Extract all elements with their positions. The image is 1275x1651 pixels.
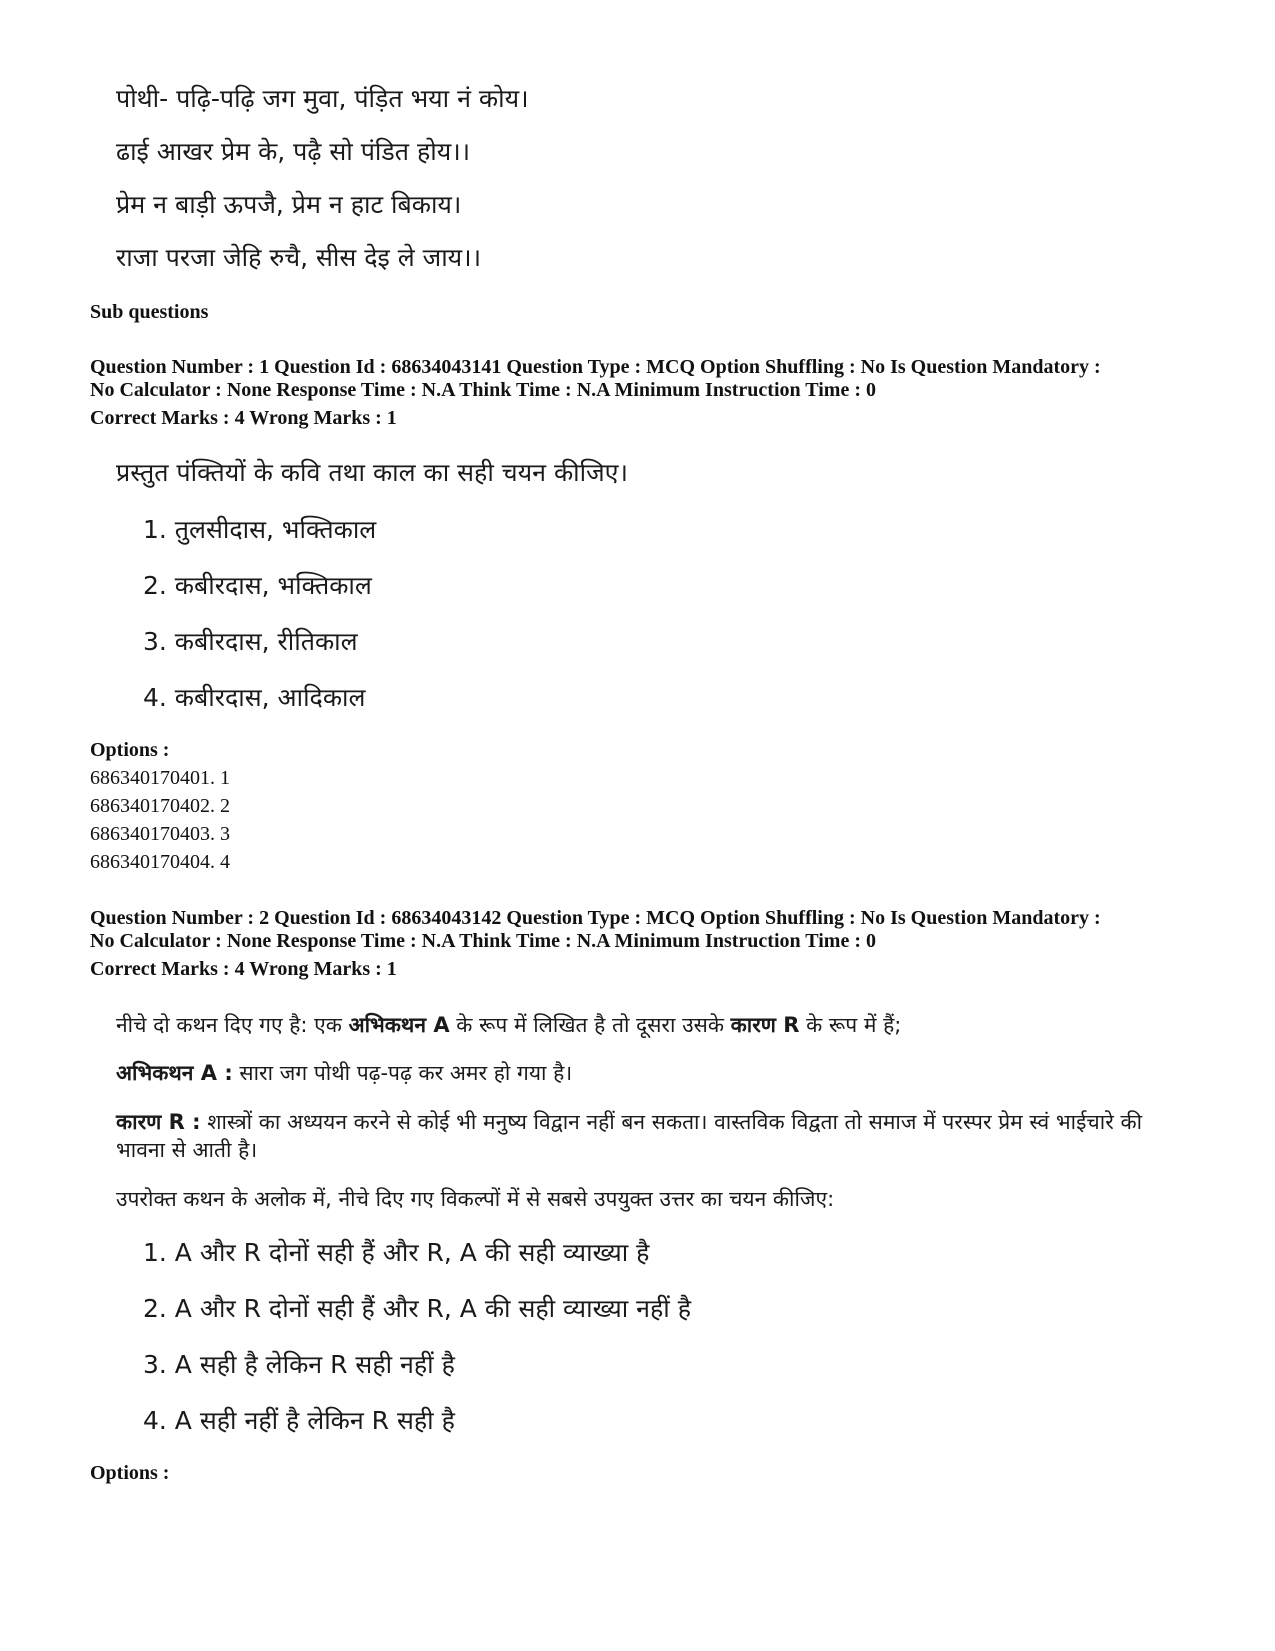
question-2-choice: 4. A सही नहीं है लेकिन R सही है: [143, 1406, 455, 1435]
intro-text: नीचे दो कथन दिए गए है: एक: [116, 1013, 349, 1037]
question-1-choice: 4. कबीरदास, आदिकाल: [143, 683, 366, 712]
poem-line: ढाई आखर प्रेम के, पढ़ै सो पंडित होय।।: [116, 137, 471, 166]
question-2-reason: [116, 1108, 1176, 1164]
question-1-meta-line-2: No Calculator : None Response Time : N.A Think Time : N.A Minimum Instruction Time : 0: [90, 379, 876, 401]
question-2-choice: 2. A और R दोनों सही हैं और R, A की सही व्याख्या नहीं है: [143, 1294, 691, 1323]
question-1-option: 686340170404. 4: [90, 851, 230, 873]
question-1-choice: 3. कबीरदास, रीतिकाल: [143, 627, 358, 656]
question-1-meta-line-1: Question Number : 1 Question Id : 68634043141 Question Type : MCQ Option Shuffling : No Is Question Mandatory :: [90, 356, 1101, 378]
assertion-text: सारा जग पोथी पढ़-पढ़ कर अमर हो गया है।: [232, 1061, 573, 1085]
question-1-option: 686340170402. 2: [90, 795, 230, 817]
question-1-prompt: प्रस्तुत पंक्तियों के कवि तथा काल का सही चयन कीजिए।: [116, 458, 628, 487]
assertion-term: अभिकथन A: [348, 1013, 450, 1037]
reason-label: कारण R :: [116, 1110, 201, 1134]
question-2-meta-line-1: Question Number : 2 Question Id : 68634043142 Question Type : MCQ Option Shuffling : No Is Question Mandatory :: [90, 907, 1101, 929]
question-2-marks: Correct Marks : 4 Wrong Marks : 1: [90, 958, 397, 980]
assertion-label: अभिकथन A :: [116, 1061, 233, 1085]
sub-questions-heading: Sub questions: [90, 301, 209, 323]
question-1-options-label: Options :: [90, 739, 170, 761]
question-1-choice: 1. तुलसीदास, भक्तिकाल: [143, 515, 377, 544]
intro-text: के रूप में लिखित है तो दूसरा उसके: [449, 1013, 731, 1037]
poem-line: पोथी- पढ़ि-पढ़ि जग मुवा, पंड़ित भया नं कोय।: [116, 84, 529, 113]
question-1-option: 686340170403. 3: [90, 823, 230, 845]
question-2-options-label: Options :: [90, 1462, 170, 1484]
question-2-assertion: [116, 1058, 572, 1088]
question-1-option: 686340170401. 1: [90, 767, 230, 789]
question-1-marks: Correct Marks : 4 Wrong Marks : 1: [90, 407, 397, 429]
reason-term: कारण R: [730, 1013, 800, 1037]
reason-text: शास्त्रों का अध्ययन करने से कोई भी मनुष्य विद्वान नहीं बन सकता। वास्तविक विद्वता तो समाज में परस्पर प्रेम स्वं भाईचारे की भावना से आती है।: [116, 1110, 1143, 1162]
question-2-intro: [116, 1010, 901, 1040]
question-2-choice: 3. A सही है लेकिन R सही नहीं है: [143, 1350, 455, 1379]
intro-text: के रूप में हैं;: [799, 1013, 902, 1037]
question-2-meta-line-2: No Calculator : None Response Time : N.A Think Time : N.A Minimum Instruction Time : 0: [90, 930, 876, 952]
poem-line: प्रेम न बाड़ी ऊपजै, प्रेम न हाट बिकाय।: [116, 190, 462, 219]
question-2-instruction: उपरोक्त कथन के अलोक में, नीचे दिए गए विकल्पों में से सबसे उपयुक्त उत्तर का चयन कीजिए:: [116, 1187, 835, 1211]
question-2-choice: 1. A और R दोनों सही हैं और R, A की सही व्याख्या है: [143, 1238, 650, 1267]
question-1-choice: 2. कबीरदास, भक्तिकाल: [143, 571, 372, 600]
poem-line: राजा परजा जेहि रुचै, सीस देइ ले जाय।।: [116, 243, 482, 272]
